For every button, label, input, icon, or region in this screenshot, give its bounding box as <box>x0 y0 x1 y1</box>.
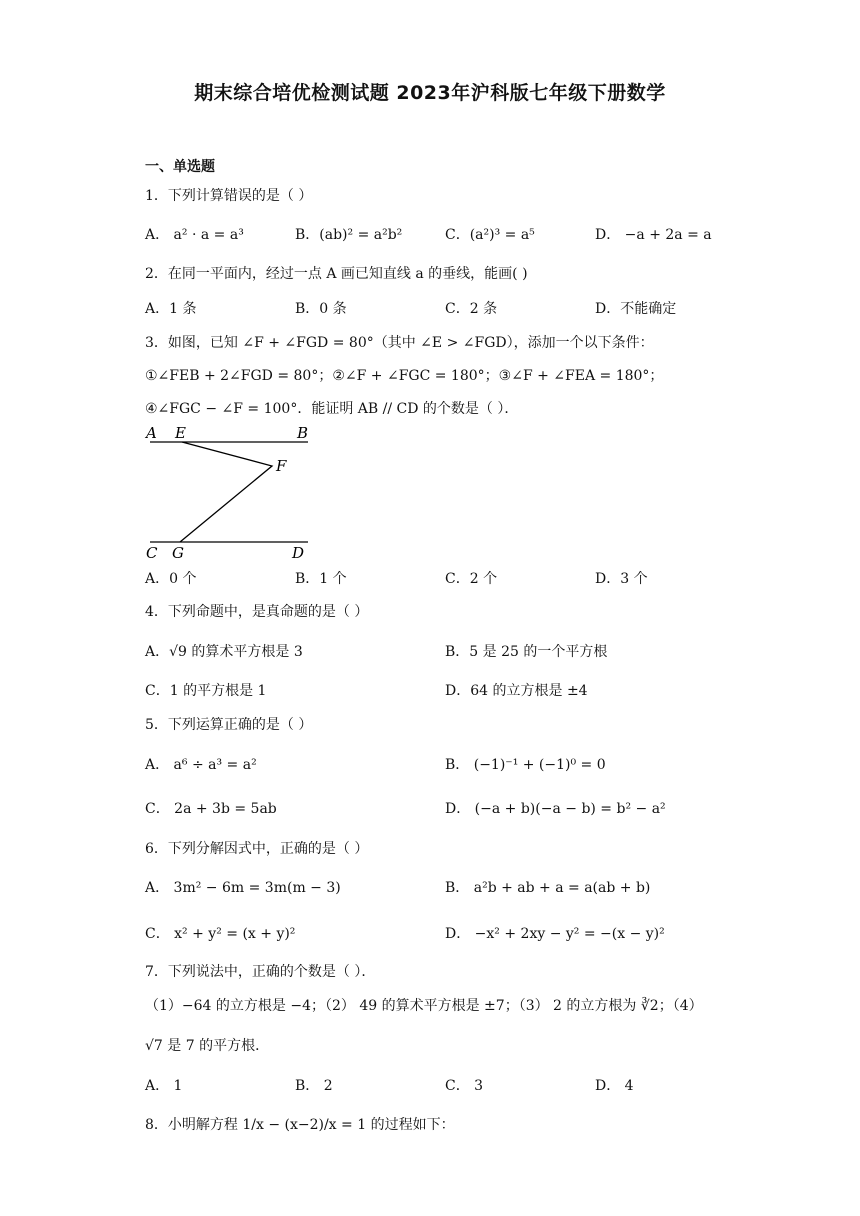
text-line: 8．小明解方程 1/x − (x−2)/x = 1 的过程如下： <box>145 1117 455 1133</box>
label-g: G <box>172 544 184 562</box>
text-line: C． x² + y² = (x + y)² <box>145 926 296 942</box>
text-line: D．3 个 <box>595 571 648 587</box>
geometry-figure <box>140 420 320 565</box>
text-line: C． 3 <box>445 1078 484 1094</box>
text-line: C．2 条 <box>445 301 498 317</box>
text-line: 7．下列说法中，正确的个数是（ ）． <box>145 964 376 980</box>
label-c: C <box>146 544 158 562</box>
text-line: 5．下列运算正确的是（ ） <box>145 717 313 733</box>
text-line: √7 是 7 的平方根． <box>145 1038 270 1054</box>
text-line: A． 1 <box>145 1078 183 1094</box>
text-line: B．1 个 <box>295 571 347 587</box>
text-line: 6．下列分解因式中，正确的是（ ） <box>145 841 369 857</box>
text-line: C．1 的平方根是 1 <box>145 683 267 699</box>
text-line: （1）−64 的立方根是 −4；（2） 49 的算术平方根是 ±7；（3） 2 的立方根为 ∛2；（4） <box>145 998 703 1014</box>
text-line: A． 3m² − 6m = 3m(m − 3) <box>145 880 341 896</box>
text-line: D．64 的立方根是 ±4 <box>445 683 588 699</box>
text-line: A．1 条 <box>145 301 197 317</box>
text-line: B．5 是 25 的一个平方根 <box>445 644 608 660</box>
text-line: C． 2a + 3b = 5ab <box>145 801 277 817</box>
text-line: A．0 个 <box>145 571 197 587</box>
text-line: 3．如图，已知 ∠F + ∠FGD = 80°（其中 ∠E > ∠FGD），添加一个以下条件： <box>145 335 654 351</box>
text-line: B．0 条 <box>295 301 347 317</box>
text-line: 2．在同一平面内，经过一点 A 画已知直线 a 的垂线，能画( ) <box>145 266 528 282</box>
text-line: C．(a²)³ = a⁵ <box>445 227 535 243</box>
text-line: D．不能确定 <box>595 301 677 317</box>
label-b: B <box>297 424 309 442</box>
text-line: ④∠FGC − ∠F = 100°．能证明 AB // CD 的个数是（ ）． <box>145 401 519 417</box>
text-line: 1．下列计算错误的是（ ） <box>145 188 313 204</box>
text-line: ①∠FEB + 2∠FGD = 80°；②∠F + ∠FGC = 180°；③∠F + ∠FEA = 180°； <box>145 368 664 384</box>
label-d: D <box>292 544 305 562</box>
section-heading: 一、单选题 <box>145 159 215 175</box>
label-e: E <box>175 424 186 442</box>
text-line: C．2 个 <box>445 571 498 587</box>
text-line: B． (−1)⁻¹ + (−1)⁰ = 0 <box>445 757 606 773</box>
page-title: 期末综合培优检测试题 2023年沪科版七年级下册数学 <box>194 82 666 104</box>
text-line: A． a² · a = a³ <box>145 227 244 243</box>
text-line: B． 2 <box>295 1078 333 1094</box>
text-line: 4．下列命题中，是真命题的是（ ） <box>145 604 369 620</box>
text-line: D． −a + 2a = a <box>595 227 712 243</box>
label-a: A <box>146 424 157 442</box>
text-line: A． a⁶ ÷ a³ = a² <box>145 757 257 773</box>
polyline-efg <box>180 442 272 542</box>
text-line: A．√9 的算术平方根是 3 <box>145 644 303 660</box>
text-line: D． (−a + b)(−a − b) = b² − a² <box>445 801 666 817</box>
text-line: D． −x² + 2xy − y² = −(x − y)² <box>445 926 665 942</box>
label-f: F <box>276 457 287 475</box>
text-line: B． a²b + ab + a = a(ab + b) <box>445 880 651 896</box>
text-line: B．(ab)² = a²b² <box>295 227 403 243</box>
text-line: D． 4 <box>595 1078 634 1094</box>
